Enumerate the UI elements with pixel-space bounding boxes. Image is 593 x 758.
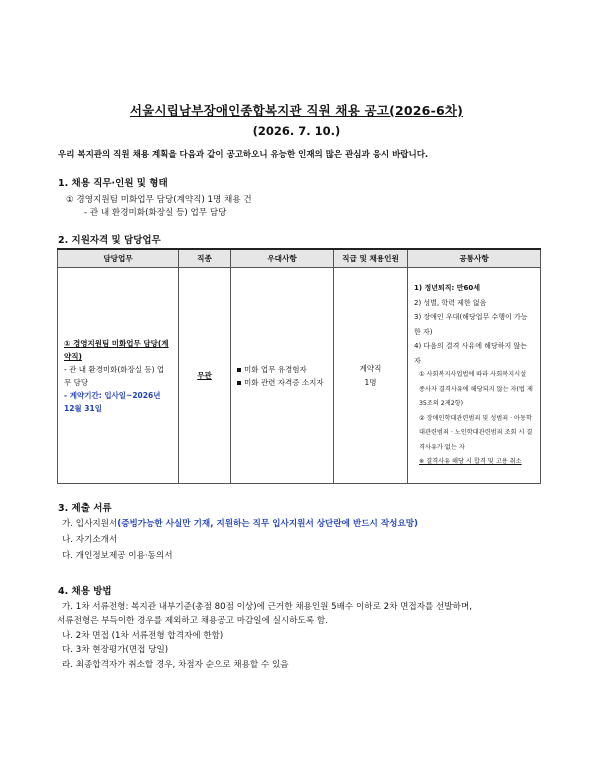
section3-heading: 3. 제출 서류 (58, 503, 112, 514)
header-job-type: 직종 (179, 249, 231, 268)
qualification-table (57, 248, 541, 484)
doc-title: 서울시립남부장애인종합복지관 직원 채용 공고(2026-6차) (129, 103, 464, 118)
section4-item1a: 가. 1차 서류전형: 복지관 내부기준(총점 80점 이상)에 근거한 채용인원 5배수 이하로 2차 면접자를 선발하며, (62, 602, 472, 612)
preference-item: 미화 관련 자격증 소지자 (237, 376, 327, 389)
duty-cell (58, 268, 179, 484)
section3-item3: 다. 개인정보제공 이용·동의서 (62, 551, 173, 561)
section1-line1: ① 경영지원팀 미화업무 담당(계약직) 1명 채용 건 (66, 195, 252, 205)
job-type-cell: 무관 (179, 268, 231, 484)
preference-cell (231, 268, 334, 484)
table-row (58, 268, 541, 484)
header-common: 공통사항 (408, 249, 541, 268)
header-preference: 우대사항 (231, 249, 334, 268)
common-cell (408, 268, 541, 484)
header-rank-count: 직급 및 채용인원 (334, 249, 408, 268)
section4-item1b: 서류전형은 부득이한 경우를 제외하고 채용공고 마감일에 실시하도록 함. (57, 616, 328, 626)
section3-item1-note: (증빙가능한 사실만 기재, 지원하는 직무 입사지원서 상단란에 반드시 작성요망) (117, 519, 418, 529)
bullet-square-icon (237, 381, 241, 385)
header-duty: 담당업무 (58, 249, 179, 268)
section4-item2: 나. 2차 면접 (1차 서류전형 합격자에 한함) (62, 631, 224, 641)
rank-cell (334, 268, 408, 484)
duty-period: - 계약기간: 입사일~2026년 12월 31일 (64, 390, 161, 413)
common-item: 2) 성별, 학력 제한 없음 (414, 298, 487, 307)
common-item: ② 장애인학대관련범죄 및 성범죄 · 아동학대관련범죄 · 노인학대관련범죄 조회 시 결격사유가 없는 자 (419, 414, 533, 451)
duty-desc: - 관 내 환경미화(화장실 등) 업 무 담당 (64, 364, 165, 387)
bullet-square-icon (237, 368, 241, 372)
duty-title: ① 경영지원팀 미화업무 담당(계약직) (64, 338, 169, 361)
table-header-row (58, 249, 541, 268)
section4-heading: 4. 채용 방법 (58, 586, 112, 597)
intro-text: 우리 복지관의 직원 채용 계획을 다음과 같이 공고하오니 유능한 인재의 많은 관심과 응시 바랍니다. (58, 150, 429, 160)
doc-date: (2026. 7. 10.) (252, 124, 341, 138)
section1-heading: 1. 채용 직무·인원 및 형태 (58, 178, 168, 189)
common-item: 4) 다음의 결격 사유에 해당하지 않는 자 (414, 342, 527, 365)
section2-heading: 2. 지원자격 및 담당업무 (58, 235, 161, 246)
common-item: ※ 결격사유 해당 시 합격 및 고용 취소 (419, 458, 522, 466)
section1-line2: - 관 내 환경미화(화장실 등) 업무 담당 (84, 208, 227, 218)
common-item: 3) 장애인 우대(해당업무 수행이 가능한 자) (414, 313, 528, 336)
section4-item3: 다. 3차 현장평가(면접 당일) (62, 645, 169, 655)
section4-item4: 라. 최종합격자가 취소할 경우, 차점자 순으로 채용할 수 있음 (62, 660, 289, 670)
common-item: ① 사회복지사업법에 따라 사회복지시설 종사자 결격사유에 해당되지 않는 자(법 제35조의 2제2항) (419, 371, 533, 408)
section3-item1: 가. 입사지원서(증빙가능한 사실만 기재, 지원하는 직무 입사지원서 상단란에 반드시 작성요망) (62, 519, 418, 529)
common-item: 1) 정년퇴직: 만60세 (414, 284, 481, 293)
section3-item2: 나. 자기소개서 (62, 535, 118, 545)
rank-value: 계약직 (359, 363, 382, 373)
preference-item: 미화 업무 유경험자 (237, 363, 327, 376)
count-value: 1명 (364, 377, 377, 387)
